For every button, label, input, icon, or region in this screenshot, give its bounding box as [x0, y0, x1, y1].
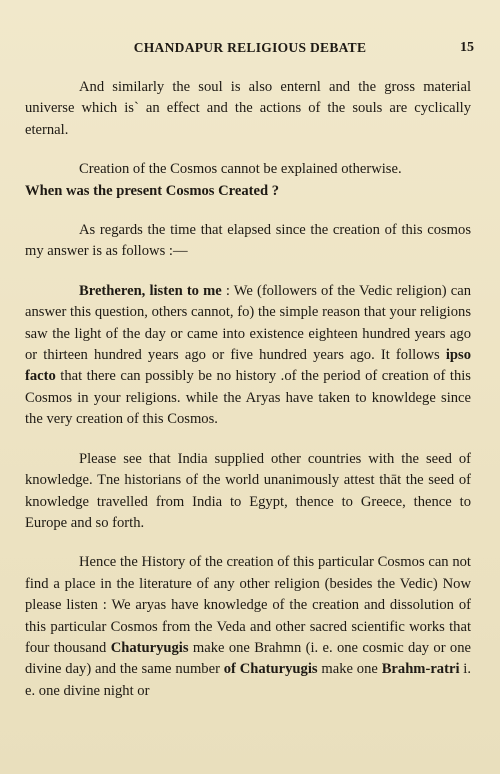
paragraph-bretheren: [25, 281, 471, 431]
paragraph-text: make one Brahmn (i. e. one cosmic day or one divine day) and the same number: [25, 639, 471, 678]
paragraph-text: Hence the History of the creation of this particular Cosmos can not find a place in the literature of any other religion (besides the Vedic) Now please listen : We aryas have knowledge of the creation and dissolution of this particular Cosmos from the Veda and other sacred scientific works that four thousand: [25, 554, 471, 656]
bold-term-chaturyugis: Chaturyugis: [110, 639, 189, 656]
paragraph-creation: [25, 159, 471, 202]
bold-term-of-chaturyugis: of Chaturyugis: [223, 661, 318, 678]
paragraph-history-creation: [25, 552, 471, 702]
bold-lead: Bretheren, listen to me: [79, 282, 222, 299]
paragraph-text: that there can possibly be no history .of the period of creation of this Cosmos in your religions. while the Aryas have taken to knowldege since the very creation of this Cosmos.: [25, 368, 471, 428]
paragraph-time-elapsed: [25, 220, 471, 263]
bold-term-ipso-facto: ipso facto: [25, 347, 471, 385]
page-number: 15: [460, 40, 474, 55]
question-heading: When was the present Cosmos Created ?: [25, 182, 280, 199]
bold-term-brahm-ratri: Brahm-ratri: [381, 661, 460, 678]
running-title: CHANDAPUR RELIGIOUS DEBATE: [133, 40, 367, 55]
paragraph-text: As regards the time that elapsed since the creation of this cosmos my answer is as follows :—: [25, 222, 471, 260]
paragraph-text: i. e. one divine night or: [25, 661, 472, 699]
paragraph-text: : We (followers of the Vedic religion) can answer this question, others cannot, fo) the simple reason that your religions saw the light of the day or came into existence eighteen hundred years ago or thirteen hundred years ago or five hundred years ago. It follows: [25, 282, 471, 364]
paragraph-text: And similarly the soul is also enternl and the gross material universe which is` an effect and the actions of the souls are cyclically eternal.: [25, 79, 471, 138]
paragraph-text: Creation of the Cosmos cannot be explained otherwise.: [79, 161, 402, 178]
paragraph-text: make one: [317, 661, 382, 678]
page-header: [0, 40, 500, 60]
paragraph-text: Please see that India supplied other countries with the seed of knowledge. Tne historians of the world unanimously attest thāt the seed of knowledge travelled from India to Egypt, thence to Greece, thence to Europe and so forth.: [25, 450, 471, 531]
paragraph-soul-eternal: [25, 77, 471, 141]
paragraph-india-knowledge: [25, 449, 471, 535]
body-text: [25, 77, 471, 702]
